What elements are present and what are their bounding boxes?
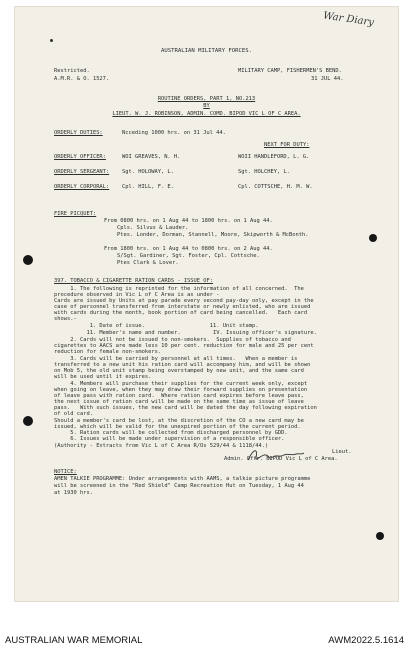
accession-number: AWM2022.5.1614: [328, 635, 404, 646]
duty-row-label: ORDERLY SERGEANT:: [54, 169, 110, 175]
ration-cards-line: (Authority - Extracts from Vic L of C Area R/Os 529/44 & 1118/44.): [54, 443, 269, 449]
orders-by: BY: [203, 103, 210, 109]
signature-line: Admin. Offr. BIPOD Vic L of C Area.: [224, 456, 338, 462]
reference: A.M.R. & O. 1527.: [54, 76, 110, 82]
ration-cards-line: case of personnel transferred from interstate or newly enlisted, who are issued: [54, 304, 311, 310]
fire-picquet-line: S/Sgt. Gardiner, Sgt. Foster, Cpl. Cottsche.: [104, 253, 260, 259]
ration-cards-line: 11. Member's name and number. IV. Issuing officer's signature.: [54, 330, 317, 336]
notice-heading: NOTICE:: [54, 469, 77, 475]
ration-cards-line: of leave pass with ration card. Where ration card expires before leave pass,: [54, 393, 304, 399]
ration-cards-line: the next issue of ration card will be made on the same time as issue of leave: [54, 399, 304, 405]
notice-line: will be screened in the "Red Shield" Camp Recreation Hut on Tuesday, 1 Aug 44: [54, 483, 304, 489]
ration-cards-line: when going on leave, when they may draw their forward supplies on presentation: [54, 387, 308, 393]
ration-cards-line: pass. With such issues, the new card will be dated the day following expiration: [54, 405, 317, 411]
ration-cards-line: will be used until it expires.: [54, 374, 152, 380]
classification: Restricted.: [54, 68, 90, 74]
punch-hole: [369, 234, 377, 242]
ration-cards-line: shows.-: [54, 316, 77, 322]
duty-row-current: WOI GREAVES, N. H.: [122, 154, 181, 160]
punch-hole: [23, 416, 33, 426]
fire-picquet-heading: FIRE PICQUET:: [54, 211, 97, 217]
duty-row-current: Sgt. HOLOWAY, L.: [122, 169, 174, 175]
fire-picquet-line: Ptes. Londer, Dorman, Stannell, Moore, Skipworth & McBonth.: [104, 232, 309, 238]
ration-cards-line: 1. The following is reprinted for the information of all concerned. The: [54, 286, 304, 292]
orders-title: ROUTINE ORDERS, PART 1, NO.213: [157, 96, 256, 102]
notice-line: AMEN TALKIE PROGRAMME: Under arrangements with AAMS, a talkie picture programme: [54, 476, 311, 482]
ration-cards-line: 5. Ration cards will be collected from discharged personnel by GDD.: [54, 430, 288, 436]
duties-heading: ORDERLY DUTIES:: [54, 130, 103, 136]
ration-cards-line: Cards are issued by Units at pay parade every second pay-day only, except in the: [54, 298, 314, 304]
duty-row-current: Cpl. HILL, F. E.: [122, 184, 174, 190]
duty-row-label: ORDERLY OFFICER:: [54, 154, 106, 160]
punch-hole: [376, 532, 384, 540]
archive-footer: [0, 604, 410, 653]
ration-cards-line: procedure observed in Vic L of C Area is as under -: [54, 292, 220, 298]
date: 31 JUL 44.: [311, 76, 344, 82]
ration-cards-line: 4. Members will purchase their supplies for the current week only, except: [54, 381, 308, 387]
duty-row-next: Cpl. COTTSCHE, H. M. W.: [238, 184, 313, 190]
institution-name: AUSTRALIAN WAR MEMORIAL: [5, 635, 143, 646]
ration-cards-line: transferred to a new unit his ration card will accompany him, and will be shown: [54, 362, 311, 368]
punch-hole: [23, 255, 33, 265]
ration-cards-line: 3. Cards will be carried by personnel at all times. When a member is: [54, 356, 298, 362]
header-title: AUSTRALIAN MILITARY FORCES.: [161, 48, 252, 54]
fire-picquet-line: From 1800 hrs. on 1 Aug 44 to 0800 hrs. on 2 Aug 44.: [104, 246, 273, 252]
ration-cards-line: with cards during the month, book portion of card being cancelled. Each card: [54, 310, 308, 316]
duties-from: Ncceding 1000 hrs. on 31 Jul 44.: [122, 130, 226, 136]
fire-picquet-line: Ptes Clark & Lover.: [104, 260, 179, 266]
ration-cards-heading: 397. TOBACCO & CIGARETTE RATION CARDS - ISSUE OF:: [54, 278, 214, 284]
ration-cards-line: on Mob 5, the old unit stamp being overstamped by new unit, and the same card: [54, 368, 304, 374]
notice-line: at 1930 hrs.: [54, 490, 93, 496]
document-page: [14, 6, 399, 602]
war-diary-annotation: War Diary: [322, 10, 375, 29]
ration-cards-line: Should a member's card be lost, at the discretion of the CO a new card may be: [54, 418, 304, 424]
orders-authority: LIEUT. W. J. ROBINSON, ADMIN. COMD. BIPOD VIC L OF C AREA.: [112, 111, 301, 117]
ink-mark: [50, 39, 53, 42]
fire-picquet-line: Cpls. Silvus & Lauder.: [104, 225, 189, 231]
location: MILITARY CAMP, FISHERMEN'S BEND.: [238, 68, 342, 74]
ration-cards-line: issued, which will be valid for the unexpired portion of the current period.: [54, 424, 301, 430]
duty-row-label: ORDERLY CORPORAL:: [54, 184, 110, 190]
ration-cards-line: 2. Cards will not be issued to non-smokers. Supplies of tobacco and: [54, 337, 291, 343]
next-for-duty-heading: NEXT FOR DUTY:: [264, 142, 310, 148]
signature-rank: Lieut.: [332, 449, 352, 455]
ration-cards-line: reduction for female non-smokers.: [54, 349, 162, 355]
fire-picquet-line: From 0800 hrs. on 1 Aug 44 to 1800 hrs. on 1 Aug 44.: [104, 218, 273, 224]
ration-cards-line: cigarettes to AACS are made less 10 per cent. reduction for male and 25 per cent: [54, 343, 314, 349]
ration-cards-line: 6. Issues will be made under supervision of a responsible officer.: [54, 436, 285, 442]
duty-row-next: WOII HANDLEFORD, L. G.: [238, 154, 310, 160]
ration-cards-line: 1. Date of issue. 11. Unit stamp.: [54, 323, 259, 329]
ration-cards-line: of old card.: [54, 411, 93, 417]
duty-row-next: Sgt. HOLCHEY, L.: [238, 169, 290, 175]
